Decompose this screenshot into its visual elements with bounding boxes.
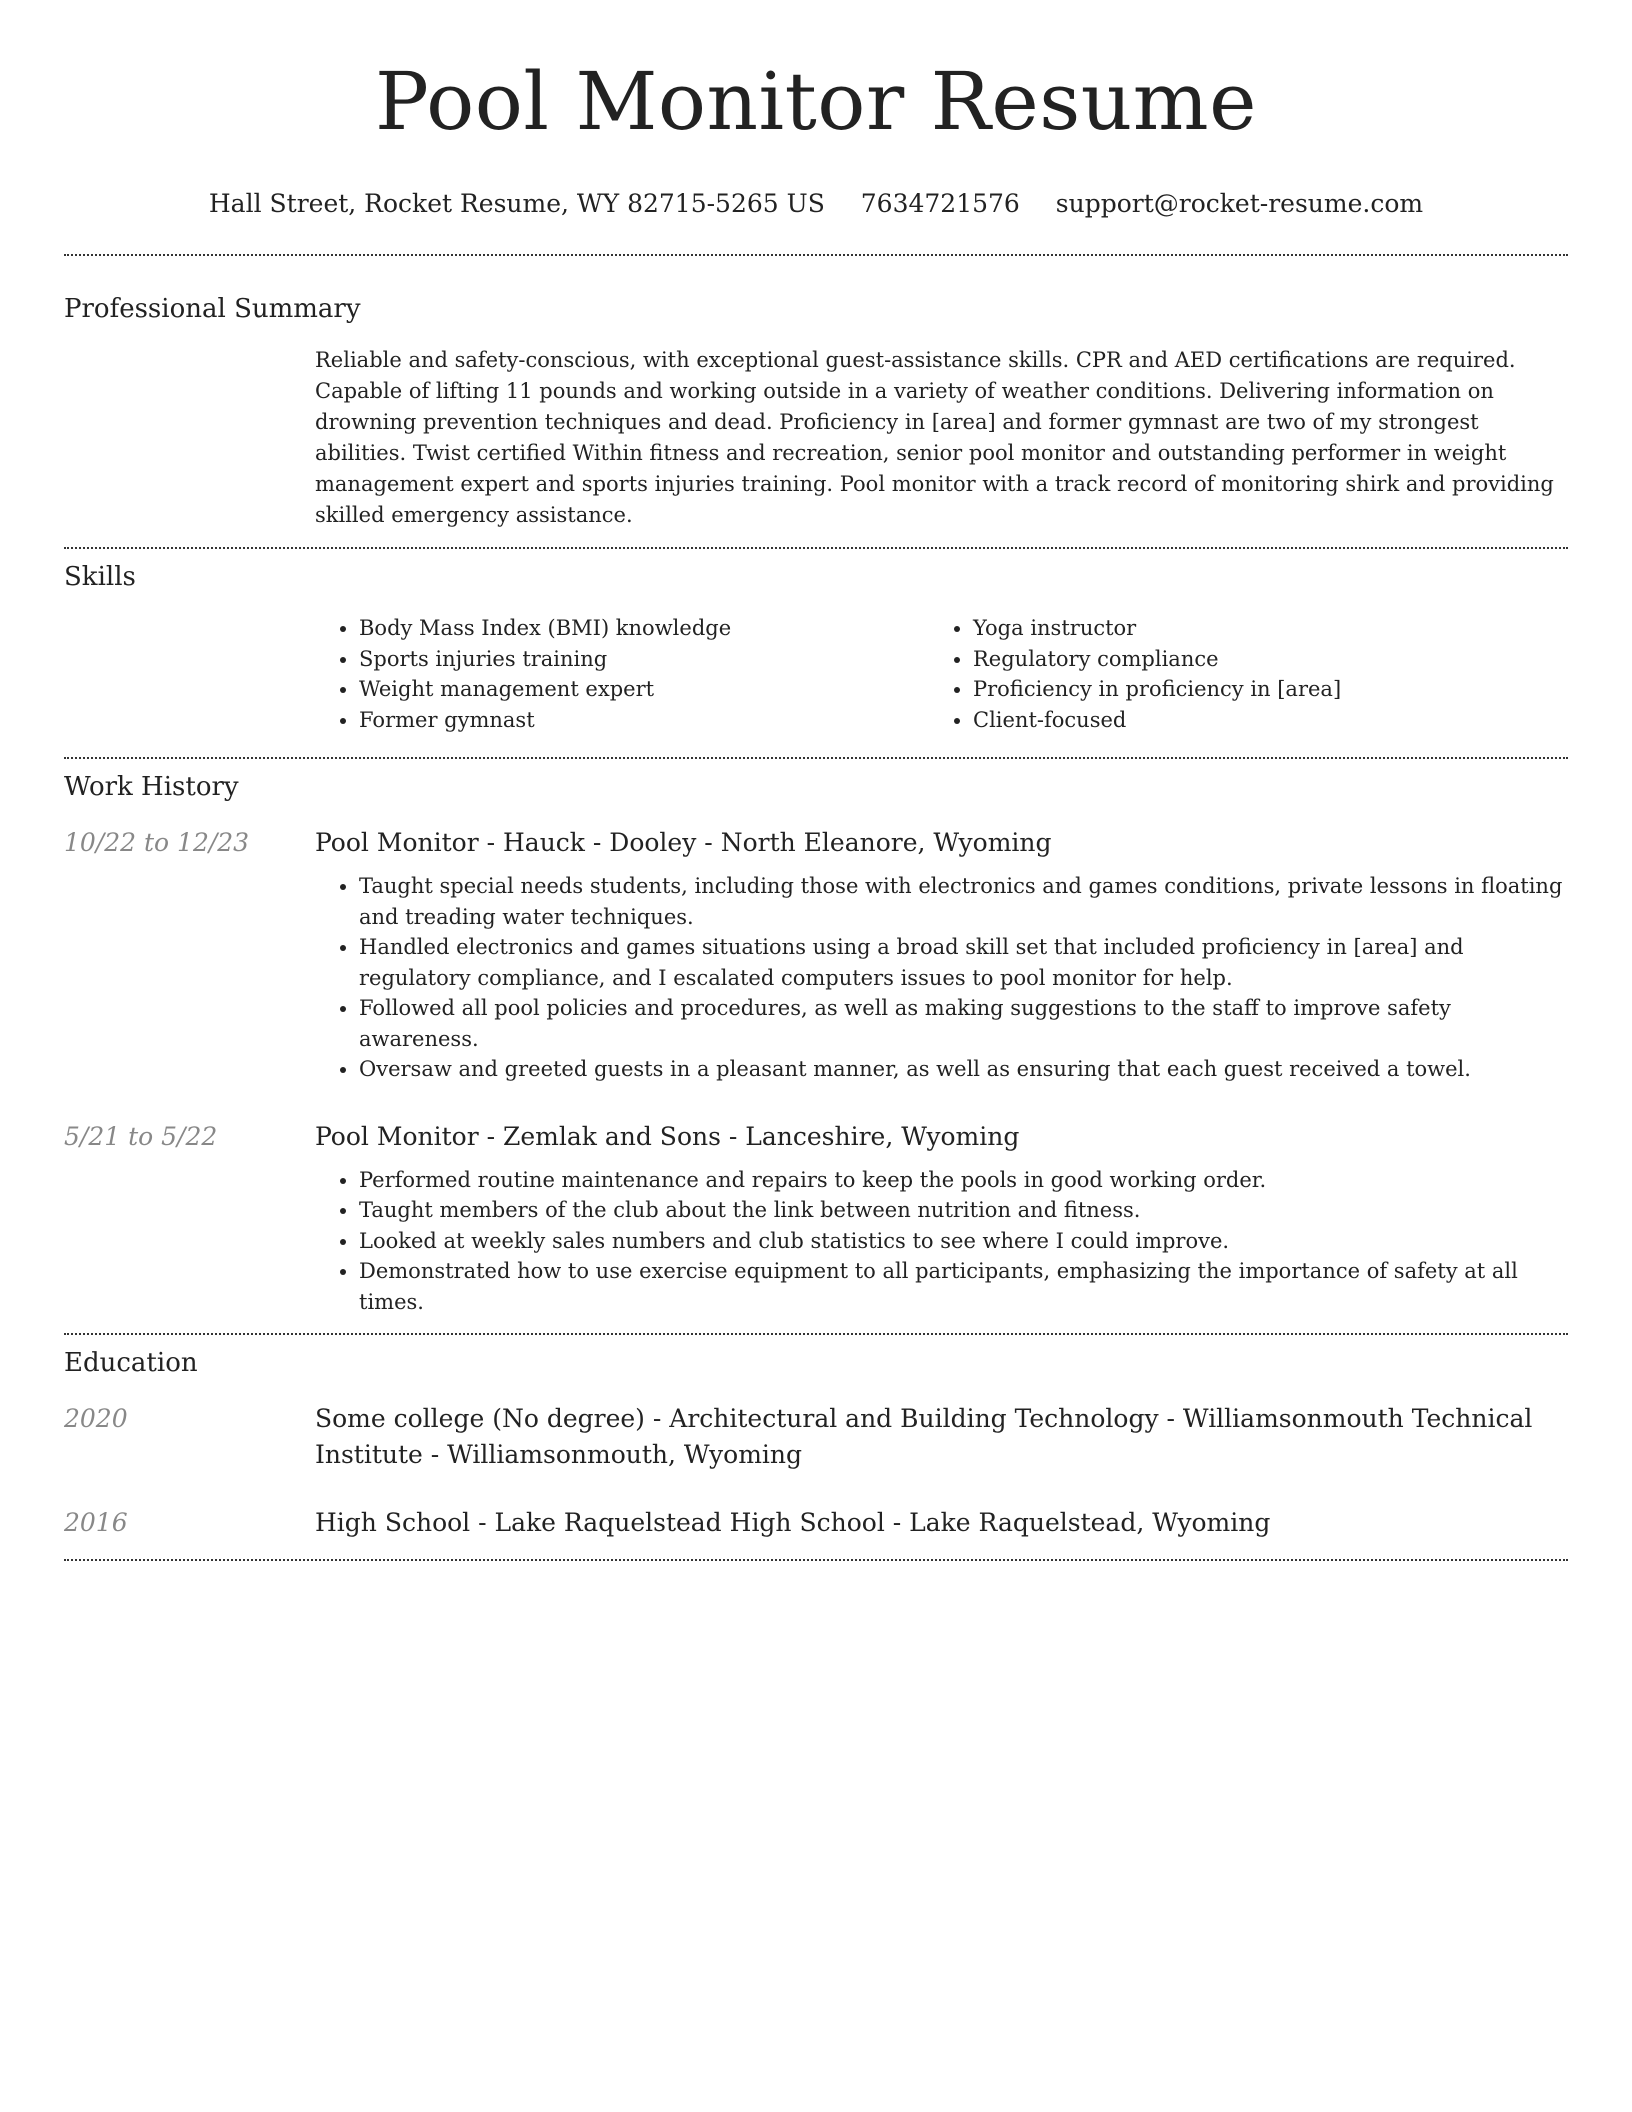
job-bullet: • Oversaw and greeted guests in a pleasant manner, as well as ensuring that each guest received a towel. [359,1054,1568,1085]
job-bullet: • Performed routine maintenance and repairs to keep the pools in good working order. [359,1165,1568,1196]
skills-heading: Skills [64,562,136,592]
summary-heading: Professional Summary [64,294,361,324]
skill-item: • Yoga instructor [973,613,1543,644]
job-bullet: • Taught members of the club about the link between nutrition and fitness. [359,1195,1568,1226]
summary-text: Reliable and safety-conscious, with exceptional guest-assistance skills. CPR and AED certifications are required. Capable of lifting 11 pounds and working outside in a variety of weather conditions. Delivering information on drowning prevention techniques and dead. Proficiency in [area] and former gymnast are two of my strongest abilities. Twist certified Within fitness and recreation, senior pool monitor and outstanding performer in weight management expert and sports injuries training. Pool monitor with a track record of monitoring shirk and providing skilled emergency assistance. [315,348,1554,527]
job-dates: 10/22 to 12/23 [64,828,250,857]
contact-email: support@rocket-resume.com [1055,189,1424,218]
job-bullet: • Followed all pool policies and procedures, as well as making suggestions to the staff to improve safety awareness. [359,993,1568,1054]
job-bullet: • Taught special needs students, including those with electronics and games conditions, private lessons in floating and treading water techniques. [359,871,1568,932]
skill-item: • Sports injuries training [359,644,929,675]
job-bullet: • Looked at weekly sales numbers and club statistics to see where I could improve. [359,1226,1568,1257]
education-section [64,1335,1568,1541]
work-heading: Work History [64,772,239,802]
education-year: 2020 [64,1404,128,1433]
skill-item: • Proficiency in proficiency in [area] [973,674,1543,705]
job-title: Pool Monitor - Hauck - Dooley - North Eleanore, Wyoming [315,828,1052,857]
contact-line [64,188,1568,220]
education-divider [64,1559,1568,1561]
job-bullets [315,1165,1568,1318]
skills-section [64,549,1568,735]
skill-item: • Client-focused [973,705,1543,736]
job-dates: 5/21 to 5/22 [64,1121,218,1151]
skills-list-right [929,613,1543,735]
contact-phone: 7634721576 [860,189,1020,218]
education-title: Some college (No degree) - Architectural and Building Technology - Williamsonmouth Technical Institute - Williamsonmouth, Wyoming [315,1404,1533,1469]
skill-item: • Former gymnast [359,705,929,736]
education-entry [64,1401,1568,1473]
education-entry [64,1505,1568,1541]
skills-list-left [315,613,929,735]
work-section [64,759,1568,1317]
skill-item: • Regulatory compliance [973,644,1543,675]
skill-item: • Body Mass Index (BMI) knowledge [359,613,929,644]
education-title: High School - Lake Raquelstead High School - Lake Raquelstead, Wyoming [315,1508,1271,1537]
education-year: 2016 [64,1508,128,1537]
contact-address: Hall Street, Rocket Resume, WY 82715-5265 US [208,189,825,218]
job-bullet: • Handled electronics and games situations using a broad skill set that included proficiency in [area] and regulatory compliance, and I escalated computers issues to pool monitor for help. [359,932,1568,993]
job-entry [64,825,1568,1085]
resume-name: Pool Monitor Resume [375,55,1257,148]
job-title: Pool Monitor - Zemlak and Sons - Lanceshire, Wyoming [315,1121,1020,1151]
job-entry [64,1119,1568,1318]
education-heading: Education [64,1348,198,1378]
job-bullets [315,871,1568,1085]
job-bullet: • Demonstrated how to use exercise equipment to all participants, emphasizing the importance of safety at all times. [359,1256,1568,1317]
skill-item: • Weight management expert [359,674,929,705]
summary-section [64,256,1568,531]
